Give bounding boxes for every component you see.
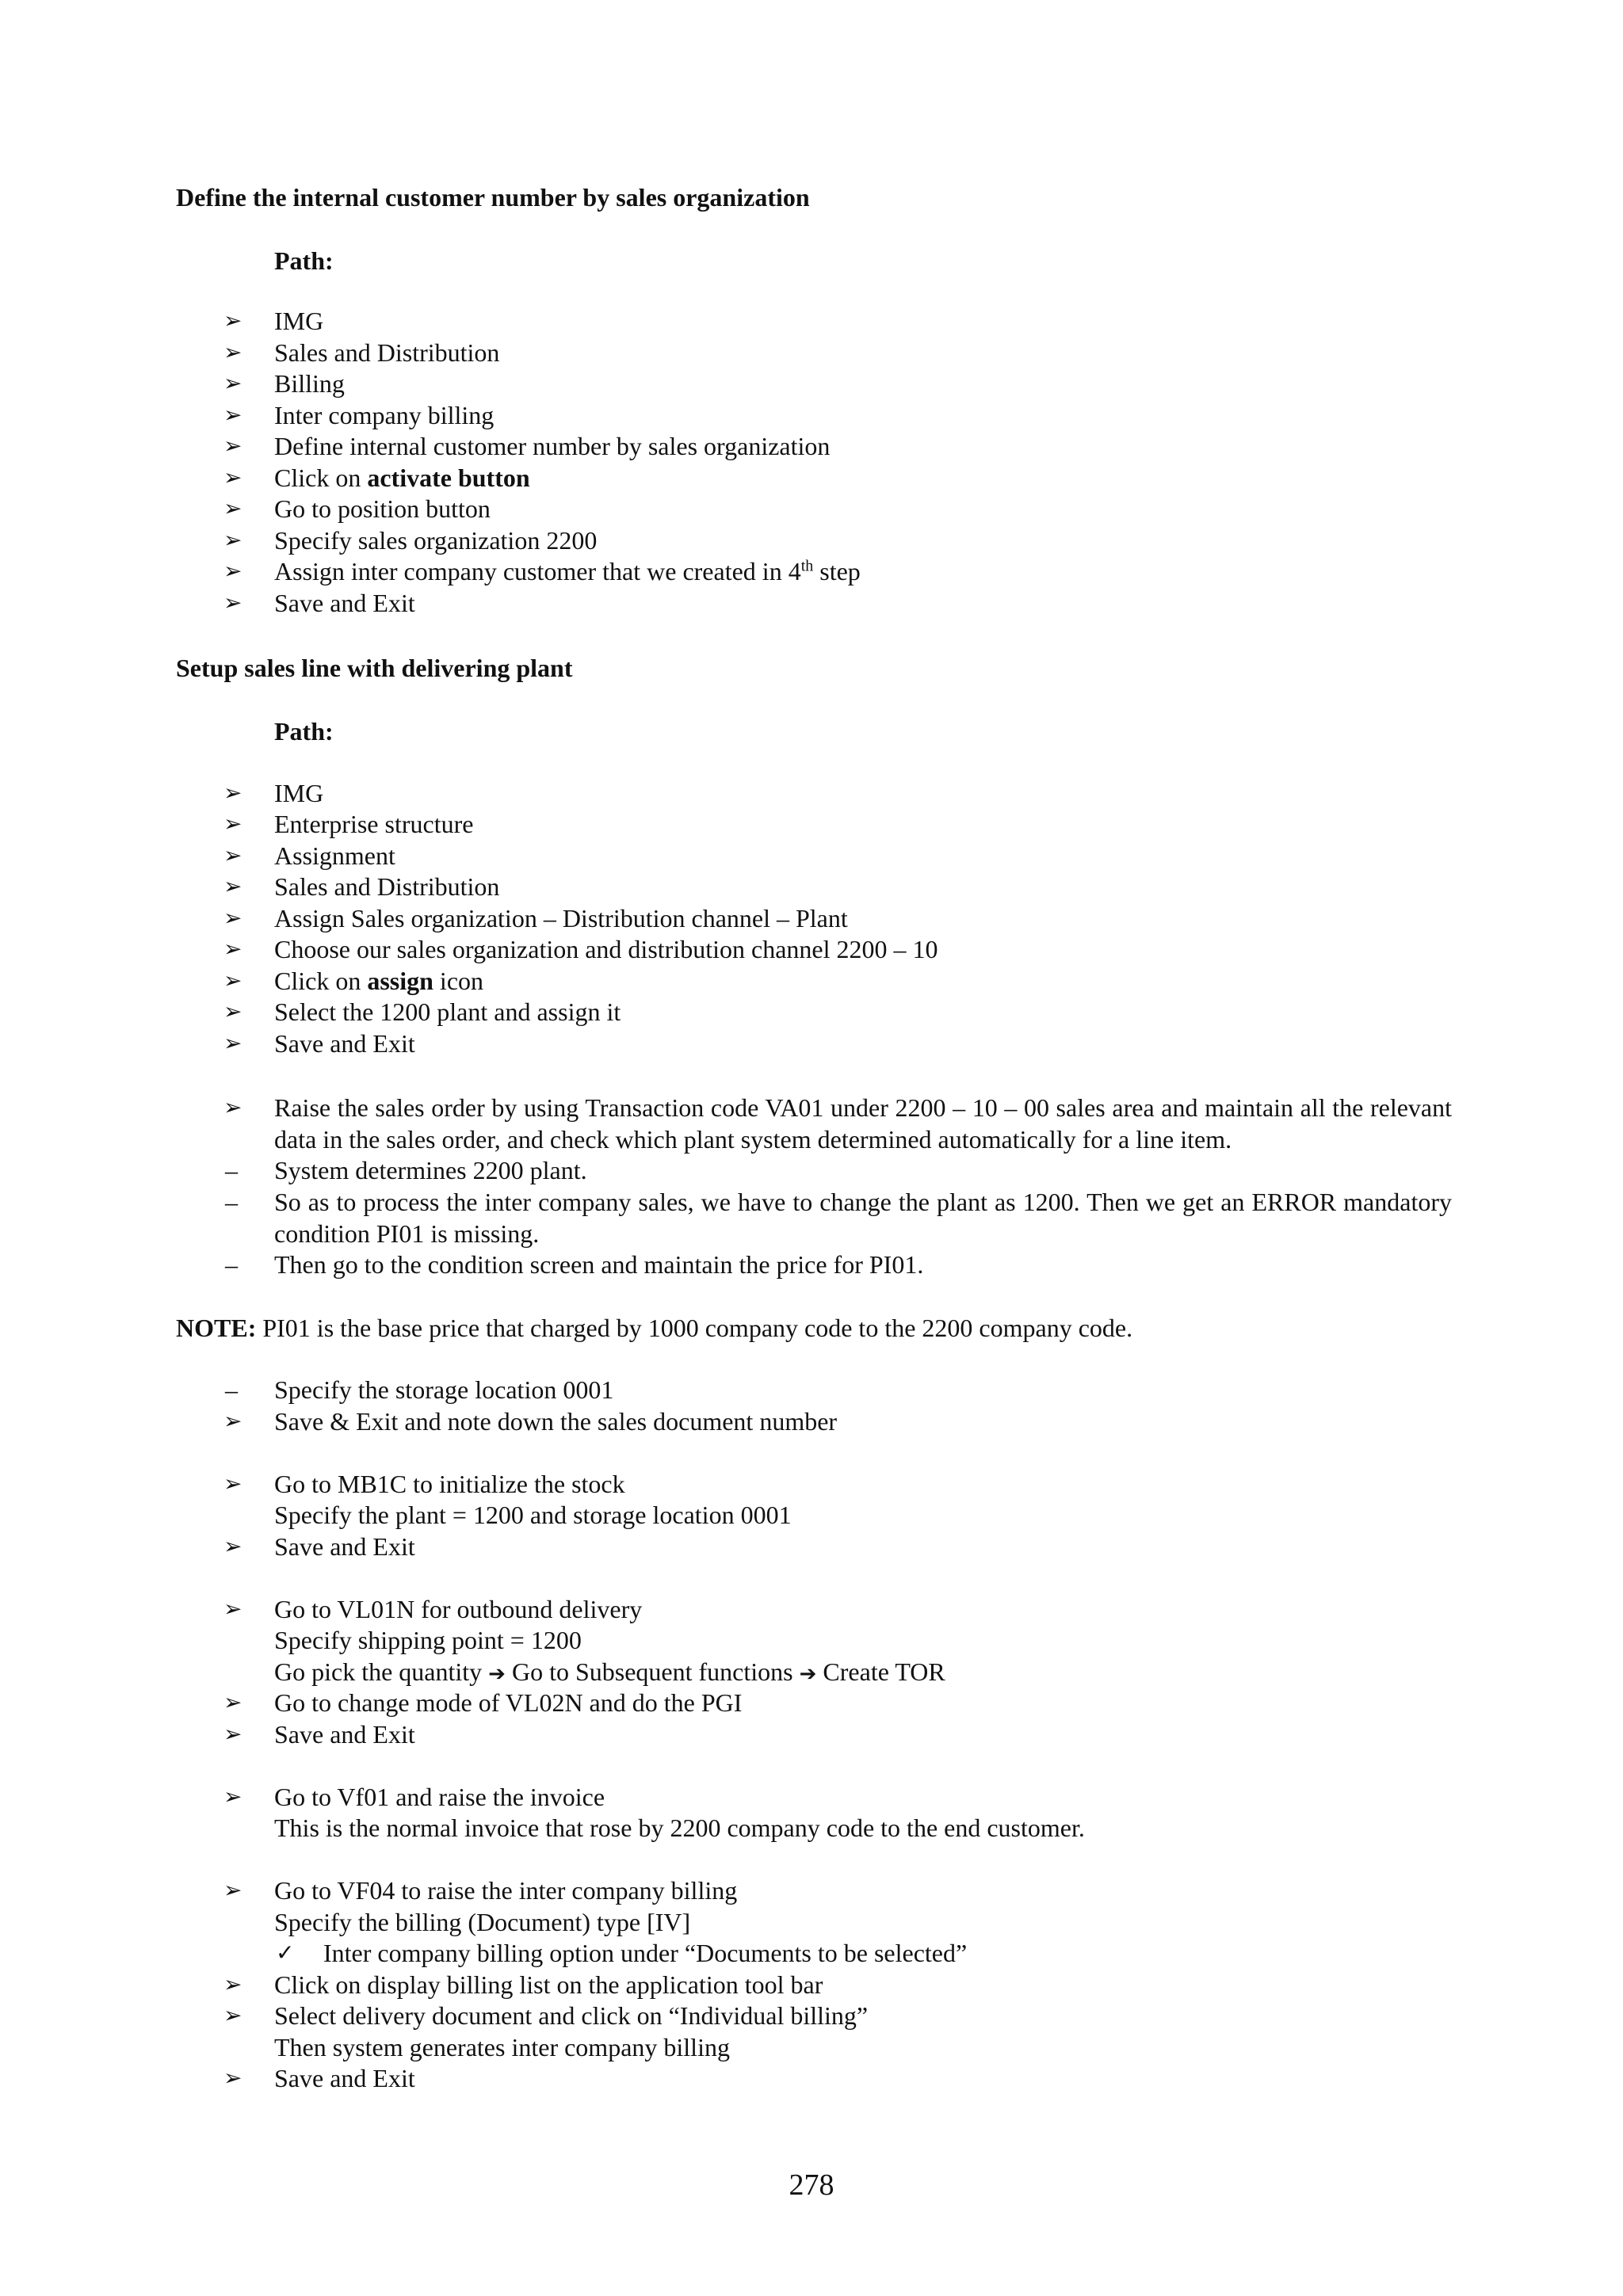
arrow-bullet-icon: ➢ (223, 402, 242, 428)
dash-bullet-icon: – (225, 1250, 238, 1279)
list-item (0, 1468, 1623, 1500)
list-item-text: This is the normal invoice that rose by 2200 company code to the end customer. (274, 1814, 1085, 1842)
list-item-text: Save & Exit and note down the sales document number (274, 1407, 838, 1436)
list-item-text: So as to process the inter company sales, we have to change the plant as 1200. Then we get an ERROR mandatory condition PI01 is missing. (274, 1188, 1452, 1248)
list-item-text: Click on display billing list on the application tool bar (274, 1970, 823, 1999)
list-item (0, 777, 1623, 809)
list-item-continuation (0, 1499, 1623, 1531)
list-item (0, 368, 1623, 399)
section-heading-sales-line: Setup sales line with delivering plant (176, 654, 573, 682)
list-item-text: Click on activate button (274, 463, 530, 492)
arrow-bullet-icon: ➢ (223, 1030, 242, 1056)
list-item-text: Billing (274, 369, 345, 398)
list-item-text: Enterprise structure (274, 810, 474, 838)
list-item-text: Specify the billing (Document) type [IV] (274, 1908, 691, 1936)
list-item (0, 1028, 1623, 1059)
arrow-bullet-icon: ➢ (223, 810, 242, 837)
arrow-bullet-icon: ➢ (223, 495, 242, 521)
page-number: 278 (789, 2168, 834, 2202)
list-item (0, 871, 1623, 902)
arrow-bullet-icon: ➢ (223, 370, 242, 396)
arrow-bullet-icon: ➢ (223, 873, 242, 899)
list-item (0, 996, 1623, 1028)
list-item-text: Go to position button (274, 494, 491, 523)
list-item (0, 1249, 1623, 1280)
list-item (0, 1374, 1623, 1405)
dash-bullet-icon: – (225, 1188, 238, 1216)
list-item-text: Assign Sales organization – Distribution channel – Plant (274, 904, 848, 933)
path-label: Path: (274, 246, 334, 275)
arrow-bullet-icon: ➢ (223, 433, 242, 459)
arrow-bullet-icon: ➢ (223, 1470, 242, 1497)
arrow-bullet-icon: ➢ (223, 527, 242, 553)
list-item-text: Save and Exit (274, 2064, 415, 2092)
arrow-bullet-icon: ➢ (223, 780, 242, 806)
list-item (0, 1405, 1623, 1437)
list-item-text: Assign inter company customer that we created in 4th step (274, 557, 861, 585)
check-bullet-icon: ✓ (276, 1939, 295, 1966)
list-item-text: Save and Exit (274, 1532, 415, 1561)
list-item (0, 337, 1623, 368)
arrow-bullet-icon: ➢ (223, 1721, 242, 1747)
list-item-text: Save and Exit (274, 589, 415, 617)
list-item-text: Click on assign icon (274, 967, 484, 995)
list-item-continuation (0, 1656, 1623, 1688)
list-item-text: Specify shipping point = 1200 (274, 1626, 582, 1654)
list-item-text: Go pick the quantity ➔ Go to Subsequent functions ➔ Create TOR (274, 1657, 945, 1686)
dash-bullet-icon: – (225, 1375, 238, 1404)
list-item (0, 1531, 1623, 1562)
list-item (0, 1092, 1623, 1155)
list-item (0, 2000, 1623, 2031)
list-item (0, 808, 1623, 840)
list-item (0, 965, 1623, 997)
arrow-bullet-icon: ➢ (223, 2065, 242, 2091)
arrow-bullet-icon: ➢ (223, 339, 242, 365)
arrow-bullet-icon: ➢ (223, 936, 242, 962)
list-item-continuation (0, 1812, 1623, 1844)
list-item-text: Go to Vf01 and raise the invoice (274, 1783, 605, 1811)
arrow-bullet-icon: ➢ (223, 967, 242, 994)
list-item-continuation (0, 1624, 1623, 1656)
arrow-bullet-icon: ➢ (223, 1408, 242, 1434)
list-item-text: IMG (274, 779, 324, 807)
list-item (0, 1593, 1623, 1625)
dash-bullet-icon: – (225, 1156, 238, 1184)
list-item-text: Choose our sales organization and distribution channel 2200 – 10 (274, 935, 938, 963)
arrow-bullet-icon: ➢ (223, 842, 242, 868)
list-item-text: Go to change mode of VL02N and do the PGI (274, 1688, 743, 1717)
list-item-text: Save and Exit (274, 1720, 415, 1749)
path-label: Path: (274, 717, 334, 746)
list-item (0, 1186, 1623, 1249)
list-item-text: Select delivery document and click on “Individual billing” (274, 2001, 869, 2030)
list-item-text: Define internal customer number by sales organization (274, 432, 831, 460)
list-item (0, 587, 1623, 619)
arrow-bullet-icon: ➢ (223, 1971, 242, 1997)
note-paragraph: NOTE: PI01 is the base price that charged by 1000 company code to the 2200 company code. (176, 1314, 1133, 1342)
list-item-text: IMG (274, 307, 324, 335)
arrow-bullet-icon: ➢ (223, 998, 242, 1024)
arrow-bullet-icon: ➢ (223, 307, 242, 334)
list-item (0, 305, 1623, 337)
list-item-text: Specify the storage location 0001 (274, 1375, 614, 1404)
list-item (0, 1969, 1623, 2000)
section-heading-internal-customer: Define the internal customer number by sales organization (176, 183, 810, 212)
list-item-continuation (0, 2031, 1623, 2063)
right-arrow-icon: ➔ (488, 1662, 506, 1686)
arrow-bullet-icon: ➢ (223, 1877, 242, 1903)
list-item (0, 1154, 1623, 1186)
list-item (0, 840, 1623, 871)
arrow-bullet-icon: ➢ (223, 1094, 242, 1120)
list-item-text: Go to VF04 to raise the inter company billing (274, 1876, 738, 1905)
list-item (0, 524, 1623, 556)
list-item-text: Sales and Distribution (274, 872, 500, 901)
list-item-text: Inter company billing (274, 401, 495, 429)
list-item-text: Raise the sales order by using Transaction code VA01 under 2200 – 10 – 00 sales area and maintain all the relevant data in the sales order, and check which plant system determined automatically for a line item. (274, 1093, 1452, 1154)
arrow-bullet-icon: ➢ (223, 1533, 242, 1559)
list-item (0, 1781, 1623, 1813)
list-item-text: Go to VL01N for outbound delivery (274, 1595, 643, 1623)
list-item-text: Specify sales organization 2200 (274, 526, 598, 555)
list-item (0, 1875, 1623, 1906)
arrow-bullet-icon: ➢ (223, 1596, 242, 1622)
right-arrow-icon: ➔ (799, 1662, 817, 1686)
list-item (0, 462, 1623, 494)
list-item-text: Assignment (274, 841, 395, 870)
list-item (0, 1687, 1623, 1718)
list-item (0, 902, 1623, 934)
list-item (0, 430, 1623, 462)
arrow-bullet-icon: ➢ (223, 558, 242, 584)
list-item-text: Sales and Distribution (274, 338, 500, 367)
arrow-bullet-icon: ➢ (223, 1783, 242, 1810)
list-item (0, 399, 1623, 431)
arrow-bullet-icon: ➢ (223, 2002, 242, 2028)
list-item-text: Select the 1200 plant and assign it (274, 997, 621, 1026)
list-item-text: Go to MB1C to initialize the stock (274, 1470, 625, 1498)
list-item-text: Specify the plant = 1200 and storage location 0001 (274, 1501, 792, 1529)
list-item (0, 1718, 1623, 1750)
arrow-bullet-icon: ➢ (223, 1689, 242, 1715)
list-item-text: Then go to the condition screen and maintain the price for PI01. (274, 1250, 924, 1279)
list-item (0, 2062, 1623, 2094)
arrow-bullet-icon: ➢ (223, 905, 242, 931)
list-item-text: Then system generates inter company billing (274, 2033, 730, 2061)
list-item (0, 493, 1623, 524)
list-item (0, 555, 1623, 587)
check-item (0, 1937, 1623, 1969)
arrow-bullet-icon: ➢ (223, 464, 242, 490)
list-item-text: Inter company billing option under “Documents to be selected” (323, 1939, 968, 1967)
list-item-text: Save and Exit (274, 1029, 415, 1058)
arrow-bullet-icon: ➢ (223, 589, 242, 616)
list-item-continuation (0, 1906, 1623, 1938)
list-item-text: System determines 2200 plant. (274, 1156, 587, 1184)
list-item (0, 933, 1623, 965)
